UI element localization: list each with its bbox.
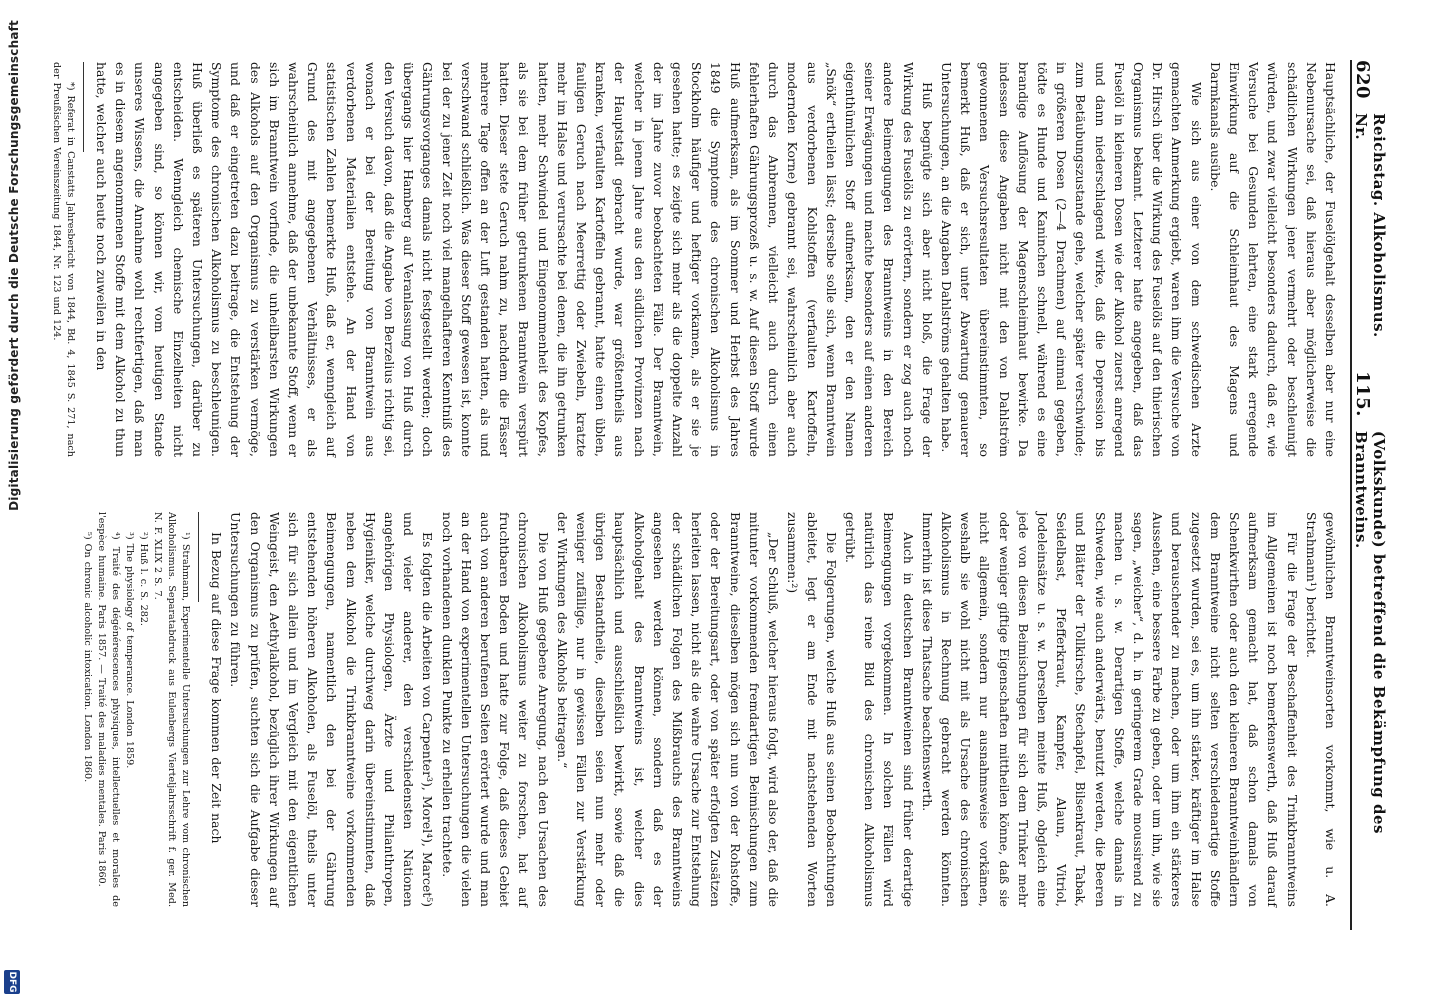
paragraph: Die Folgerungen, welche Huß aus seinen Beobachtungen ableitet, legt er am Ende mit nachstehenden Worten zusammen:²) [785, 512, 839, 907]
dfg-logo: DFG [4, 970, 20, 994]
left-column [49, 62, 1340, 457]
paragraph: Für die Frage der Beschaffenheit des Trinkbranntweins im Allgemeinen ist noch bemerkenswerth, daß Huß darauf aufmerksam gemacht hat, daß schon damals von Schenkwirthen oder auch den kleineren Branntweinhändlern dem Branntweine nicht selten verschiedenartige Stoffe zugesetzt wurden, sei es, um ihn stärker, kräftiger im Halse und berauschender zu machen, oder um ihm ein stärkeres Aussehen, eine bessere Farbe zu geben, oder um ihn, wie sie sagen, „weicher“, d. h. in geringerem Grade moussirend zu machen u. s. w. Derartigen Stoffe, welche damals in Schweden, wie auch anderwärts, benutzt werden, die Beeren und Blätter der Tollkirsche, Stechapfel, Bilsenkraut, Tabak, Seidelbast, Pfefferkraut, Kampfer, Alaun, Vitriol, Jodeleinsätze u. s. w. Derselben meinte Huß, obgleich eine jede von diesen Beimischungen für sich dem Trinker mehr oder weniger giftige Eigenschaften mittheilen könne, daß sie nicht allgemein, sondern nur ausnahmsweise vorkämen, weshalb sie wohl nicht mit als Ursache des chronischen Alkoholismus in Rechnung gebracht werden könnten. Immerhin ist diese Thatsache beachtenswerth. [919, 512, 1300, 907]
paragraph: Die von Huß gegebene Anregung, nach den Ursachen des chronischen Alkoholismus weiter zu forschen, hat auf fruchtbaren Boden und hatte zur Folge, daß dieses Gebiet auch von anderen berufenen Seiten erörtert wurde und man an der Hand von experimentellen Untersuchungen die vielen noch vorhandenen dunklen Punkte zu erhellen trachtete. [439, 512, 551, 907]
right-column [80, 512, 1340, 907]
footnote: ³) The physiology of temperance. London 1859. [124, 532, 136, 769]
footnote: *) Referat in Canstatts Jahresbericht von 1844, Bd. 4, 1845 S. 271, nach der Preußischen Vereinszeitung 1844, Nr. 123 und 124. [50, 62, 76, 457]
paragraph: Es folgten die Arbeiten von Carpenter³), Morel⁴), Marcet⁵) und vieler anderer, den verschiedensten Nationen angehörigen Physiologen, Ärzte und Philanthropen, Hygieniker, welche durchweg darin übereinstimmten, daß neben dem Alkohol die Trinkbranntweine vorkommenden Beimengungen, namentlich den bei der Gährung entstehenden höheren Alkoholen, als Fuselöl, theils unter sich für sich allein und im Vergleich mit den eigentlichen Weingeist, den Aethylalkohol, bezüglich ihrer Wirkungen auf den Organismus zu prüfen, suchten sich die Aufgabe dieser Untersuchungen zu führen. [228, 512, 436, 907]
paragraph: Hauptsächliche, der Fuselölgehalt desselben aber nur eine Nebenursache sei, daß hieraus aber möglicherweise die schädlichen Wirkungen jener vermehrt oder beschleunigt würden, und zwar vielleicht besonders dadurch, daß er, wie Versuche bei Gesunden lehrten, eine stark erregende Einwirkung auf die Schleimhaut des Magens und Darmkanals ausübe. [1207, 62, 1338, 457]
paragraph: gewöhnlichen Branntweinsorten vorkommt, wie u. A. Strahmann¹) berichtet. [1303, 512, 1338, 907]
credit-text: Digitalisierung gefördert durch die Deutsche Forschungsgemeinschaft [7, 20, 21, 511]
paragraph: In Bezug auf diese Frage kommen der Zeit nach [209, 532, 225, 844]
paragraph: Auch in deutschen Branntweinen sind früher derartige Beimengungen vorgekommen. In solchen Fällen wird natürlich das reine Bild des chronischen Alkoholismus getrübt. [842, 512, 916, 907]
footnote: ¹) Strahmann, Experimentelle Untersuchungen zur Lehre vom chronischen Alkoholismus. Separatabdruck aus Eulenbergs Vierteljahrsschrift f. ger. Med. N. F. XLIX 2 S. 7. [152, 512, 192, 907]
digitization-credit [0, 0, 26, 1000]
header-left-title: Reichstag. Alkoholismus. Nr. [1352, 113, 1388, 338]
column-divider [240, 482, 1340, 483]
footnote: ⁵) On chronic alcoholic intoxication. London 1860. [82, 532, 94, 783]
footnote-rule [83, 62, 84, 152]
paragraph: Wie sich aus einer von dem schwedischen Arzte gemachten Anmerkung ergiebt, waren ihm die Versuche von Dr. Hirsch über die Wirkung des Fuselöls auf den thierischen Organismus bekannt. Letzterer hatte angegeben, daß das Fuselöl in kleineren Dosen wie der Alkohol zuerst anregend und dann niederschlagend wirke, daß die Depression bis zum Betäubungszustande gehe, welcher später verschwinde; in größeren Dosen (2—4 Drachmen) auf einmal gegeben, tödte es Hunde und Kaninchen schnell, während es eine brandige Auflösung der Magenschleimhaut bewirke. Da indessen diese Angaben nicht mit den von Dahlström gewonnenen Versuchsresultaten übereinstimmten, so bemerkt Huß, daß er sich, unter Abwartung genauerer Untersuchungen, an die Angaben Dahlströms gehalten habe. [938, 62, 1204, 457]
page-number: 620 [1352, 60, 1373, 100]
footnote: ⁴) Traité des dégénérescences physiques, intellectuelles et morales de l'espèce humaine. Paris 1857. — Traité des maladies mentales. Paris 1860. [96, 512, 122, 907]
paragraph: Huß begnügte sich aber nicht bloß, die Frage der Wirkung des Fuselöls zu erörtern, sondern er zog auch noch andere Beimengungen des Branntweins in den Bereich seiner Erwägungen und machte besonders auf einen anderen eigenthümlichen Stoff aufmerksam, den er den Namen „Snök“ ertheilen lässt; derselbe solle sich, wenn Branntwein aus verdorbenen Kohlstoffen (verfaulten Kartoffeln, modernden Korne) gebrannt sei, wahrscheinlich aber auch durch das Anbrennen, vielleicht auch durch einen fehlerhaften Gährungsprozeß u. s. w. Auf diesen Stoff wurde Huß aufmerksam, als im Sommer und Herbst des Jahres 1849 die Symptome des chronischen Alkoholismus in Stockholm häufiger und heftiger vorkamen, als er sie je gesehen hatte; es zeigte sich mehr als die doppelte Anzahl der im Jahre zuvor beobachteten Fälle. Der Branntwein, welcher in jenem Jahre aus den südlichen Provinzen nach der Hauptstadt gebracht wurde, war größtentheils aus kranken, verfaulten Kartoffeln gebrannt, hatte einen üblen, fauligen Geruch nach Meerrettig oder Zwiebeln, kratzte mehr im Halse und verursachte bei denen, die ihn getrunken hatten, mehr Schwindel und Eingenommenheit des Kopfes, als sie bei dem früher getrunkenen Branntwein verspürt hatten. Dieser stete Geruch nahm zu, nachdem die Fässer mehrere Tage offen an der Luft gestanden hatten, als und verschwand schließlich. Was dieser Stoff gewesen ist, konnte bei der zu jener Zeit noch viel mangelhafteren Kenntniß des Gährungsvorganges damals nicht festgestellt werden; doch übergangs hier Hamberg auf Veranlassung von Huß durch den Versuch davon, daß die Angabe von Berzelius richtig sei, wonach er bei der Bereitung von Branntwein aus verdorbenen Materialien entstehe. An der Hand von statistischen Zahlen bemerkte Huß, daß er, wenngleich auf Grund des mit angegebenen Verhältnisses, er als wahrscheinlich annehme, daß der unbekannte Stoff, wenn er sich im Branntwein vorfinde, die unheilbarsten Wirkungen des Alkohols auf den Organismus zu verstärken vermöge, und daß er eingetreten dazu beitrage, die Entstehung der Symptome des chronischen Alkoholismus zu beschleunigen. Huß überließ es späteren Untersuchungen, darüber zu entscheiden. Wenngleich chemische Einzelheiten nicht angegeben sind, so können wir, vom heutigen Stande unseres Wissens, die Annahme wohl rechtfertigen, daß man es in diesem angenommenen Stoffe mit dem Alkohol zu thun hatte, welcher auch heute noch zuweilen in den [94, 62, 935, 457]
issue-number: 115. [1352, 371, 1373, 417]
quotation: „Der Schluß, welcher hieraus folgt, wird also der, daß die mitunter vorkommenden fremdartigen Beimischungen zum Branntweine, dieselben mögen sich nun von der Rohstoffe, oder der Bereitungsart, oder von später erfolgten Zusätzen herleiten lassen, nicht als die wahre Ursache zur Entstehung der schädlichen Folgen des Mißbrauchs des Branntweins angesehen werden können, sondern daß es der Alkoholgehalt des Branntweins ist, welcher dies hauptsächlich und ausschließlich bewirkt, sowie daß die übrigen Bestandtheile, dieselben seien nun mehr oder weniger zufällige, nur in gewissen Fällen zur Verstärkung der Wirkungen des Alkohols beitragen.“ [554, 512, 782, 907]
footnote: ²) Huß l. c. S. 282. [138, 532, 150, 626]
running-header [1350, 60, 1388, 930]
header-right-title: (Volkskunde) betreffend die Bekämpfung des Branntweins. [1352, 430, 1388, 834]
footnote-rule [198, 512, 199, 602]
